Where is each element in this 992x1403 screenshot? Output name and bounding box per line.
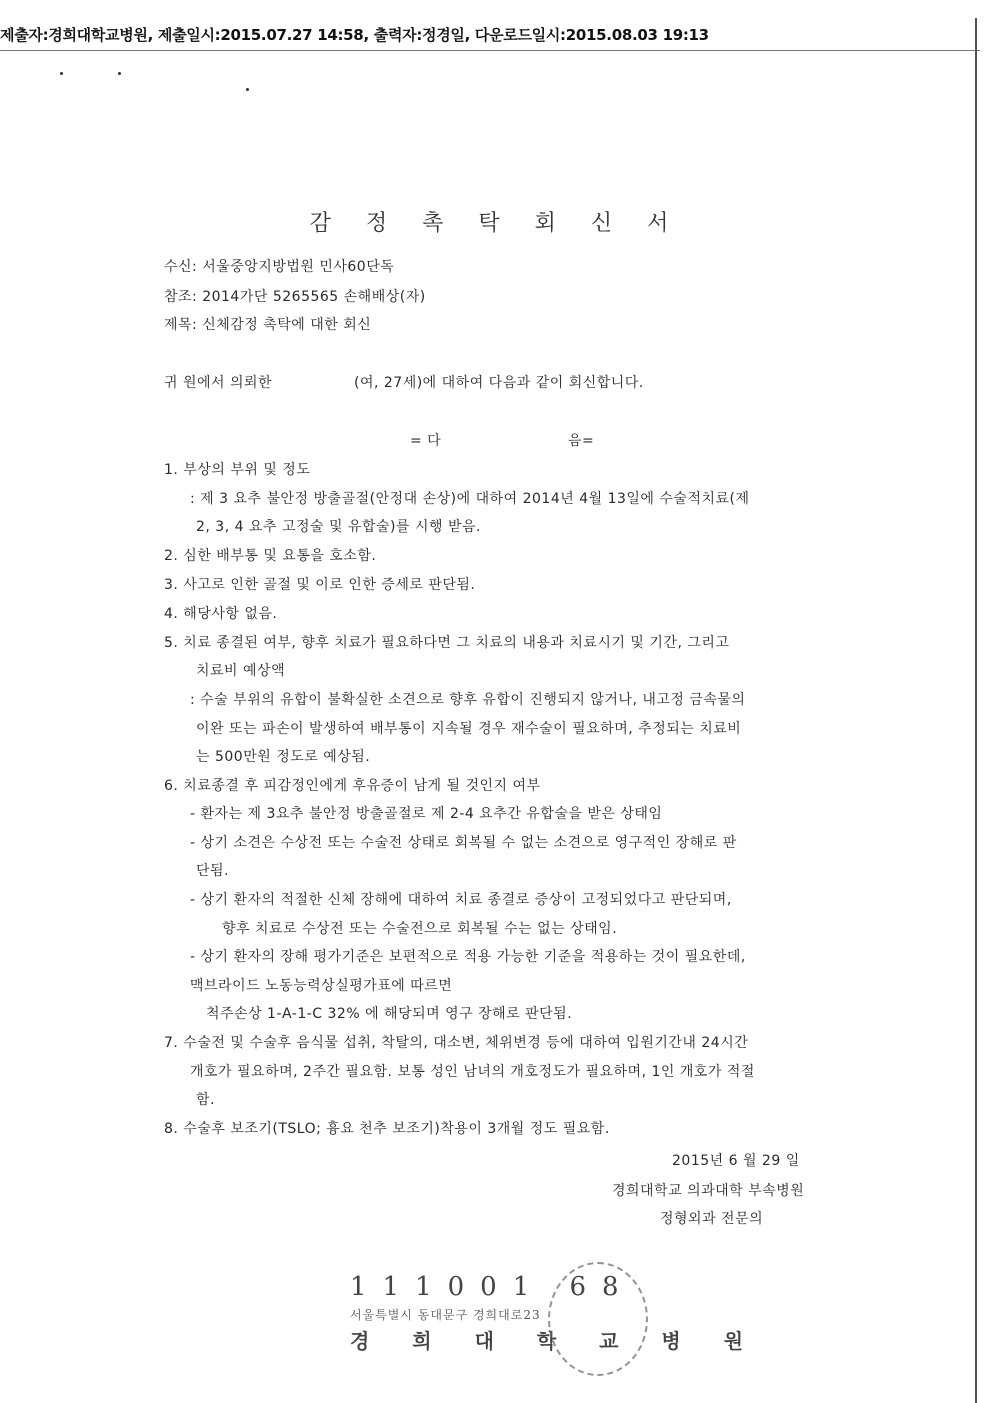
notice-right: 음=	[568, 433, 595, 449]
header-divider	[0, 50, 980, 51]
document-title: 감 정 촉 탁 회 신 서	[309, 211, 683, 236]
item-line: 향후 치료로 수상전 또는 수술전으로 회복될 수는 없는 상태임.	[222, 921, 618, 937]
item-line: : 수술 부위의 유합이 불확실한 소견으로 향후 유합이 진행되지 않거나, 내고정 금속물의	[190, 692, 746, 708]
item-line: 8. 수술후 보조기(TSLO; 흉요 천추 보조기)착용이 3개월 정도 필요함.	[164, 1121, 610, 1137]
item-line: 2, 3, 4 요추 고정술 및 유합술)를 시행 받음.	[196, 519, 481, 535]
stamp-name: 경 희 대 학 교 병 원	[350, 1329, 762, 1353]
issuing-department: 정형외과 전문의	[660, 1211, 764, 1227]
item-line: 개호가 필요하며, 2주간 필요함. 보통 성인 남녀의 개호정도가 필요하며, 1인 개호가 적절	[190, 1064, 755, 1080]
item-line: 6. 치료종결 후 피감정인에게 후유증이 남게 될 것인지 여부	[164, 778, 541, 794]
official-seal-icon	[548, 1262, 648, 1376]
notice-left: = 다	[410, 433, 442, 449]
subject-line: 제목: 신체감정 촉탁에 대한 회신	[164, 317, 372, 333]
item-line: 5. 치료 종결된 여부, 향후 치료가 필요하다면 그 치료의 내용과 치료시기 및 기간, 그리고	[164, 635, 730, 651]
scan-speck	[118, 72, 121, 75]
item-line: - 상기 환자의 적절한 신체 장해에 대하여 치료 종결로 증상이 고정되었다고 판단되며,	[190, 892, 732, 908]
item-line: 3. 사고로 인한 골절 및 이로 인한 증세로 판단됨.	[164, 577, 476, 593]
redacted-name	[292, 366, 350, 390]
item-line: 는 500만원 정도로 예상됨.	[196, 749, 371, 765]
stamp-postal-code: 111001 68	[350, 1272, 635, 1302]
item-line: - 환자는 제 3요추 불안정 방출골절로 제 2-4 요추간 유합술을 받은 상태임	[190, 806, 663, 822]
item-line: - 상기 소견은 수상전 또는 수술전 상태로 회복될 수 없는 소견으로 영구적인 장해로 판	[190, 835, 737, 851]
item-line: 맥브라이드 노동능력상실평가표에 따르면	[190, 978, 453, 994]
intro-text-start: 귀 원에서 의뢰한	[164, 375, 273, 391]
item-line: 이완 또는 파손이 발생하여 배부통이 지속될 경우 재수술이 필요하며, 추정되는 치료비	[196, 721, 742, 737]
item-line: 1. 부상의 부위 및 정도	[164, 462, 311, 478]
item-line: 4. 해당사항 없음.	[164, 606, 278, 622]
redacted-physician-name	[790, 1202, 850, 1228]
item-line: 척주손상 1-A-1-C 32% 에 해당되며 영구 장해로 판단됨.	[206, 1006, 573, 1022]
item-line: 2. 심한 배부통 및 요통을 호소함.	[164, 548, 377, 564]
item-line: 함.	[196, 1092, 215, 1108]
recipient-line: 수신: 서울중앙지방법원 민사60단독	[164, 259, 395, 275]
print-header: 제출자:경희대학교병원, 제출일시:2015.07.27 14:58, 출력자:정경일, 다운로드일시:2015.08.03 19:13	[0, 26, 709, 44]
scan-speck	[246, 88, 249, 91]
item-line: 치료비 예상액	[196, 663, 286, 679]
item-line: - 상기 환자의 장해 평가기준은 보편적으로 적용 가능한 기준을 적용하는 것이 필요한데,	[190, 949, 746, 965]
issuing-institution: 경희대학교 의과대학 부속병원	[612, 1183, 805, 1199]
stamp-address: 서울특별시 동대문구 경희대로23	[350, 1308, 541, 1322]
item-line: 7. 수술전 및 수술후 음식물 섭취, 착탈의, 대소변, 체위변경 등에 대하여 입원기간내 24시간	[164, 1035, 749, 1051]
scan-speck	[60, 72, 63, 75]
document-date: 2015년 6 월 29 일	[672, 1153, 800, 1169]
item-line: 단됨.	[196, 863, 229, 879]
item-line: : 제 3 요추 불안정 방출골절(안정대 손상)에 대하여 2014년 4월 13일에 수술적치료(제	[190, 491, 750, 507]
reference-line: 참조: 2014가단 5265565 손해배상(자)	[164, 289, 426, 305]
intro-text-end: (여, 27세)에 대하여 다음과 같이 회신합니다.	[354, 375, 644, 391]
